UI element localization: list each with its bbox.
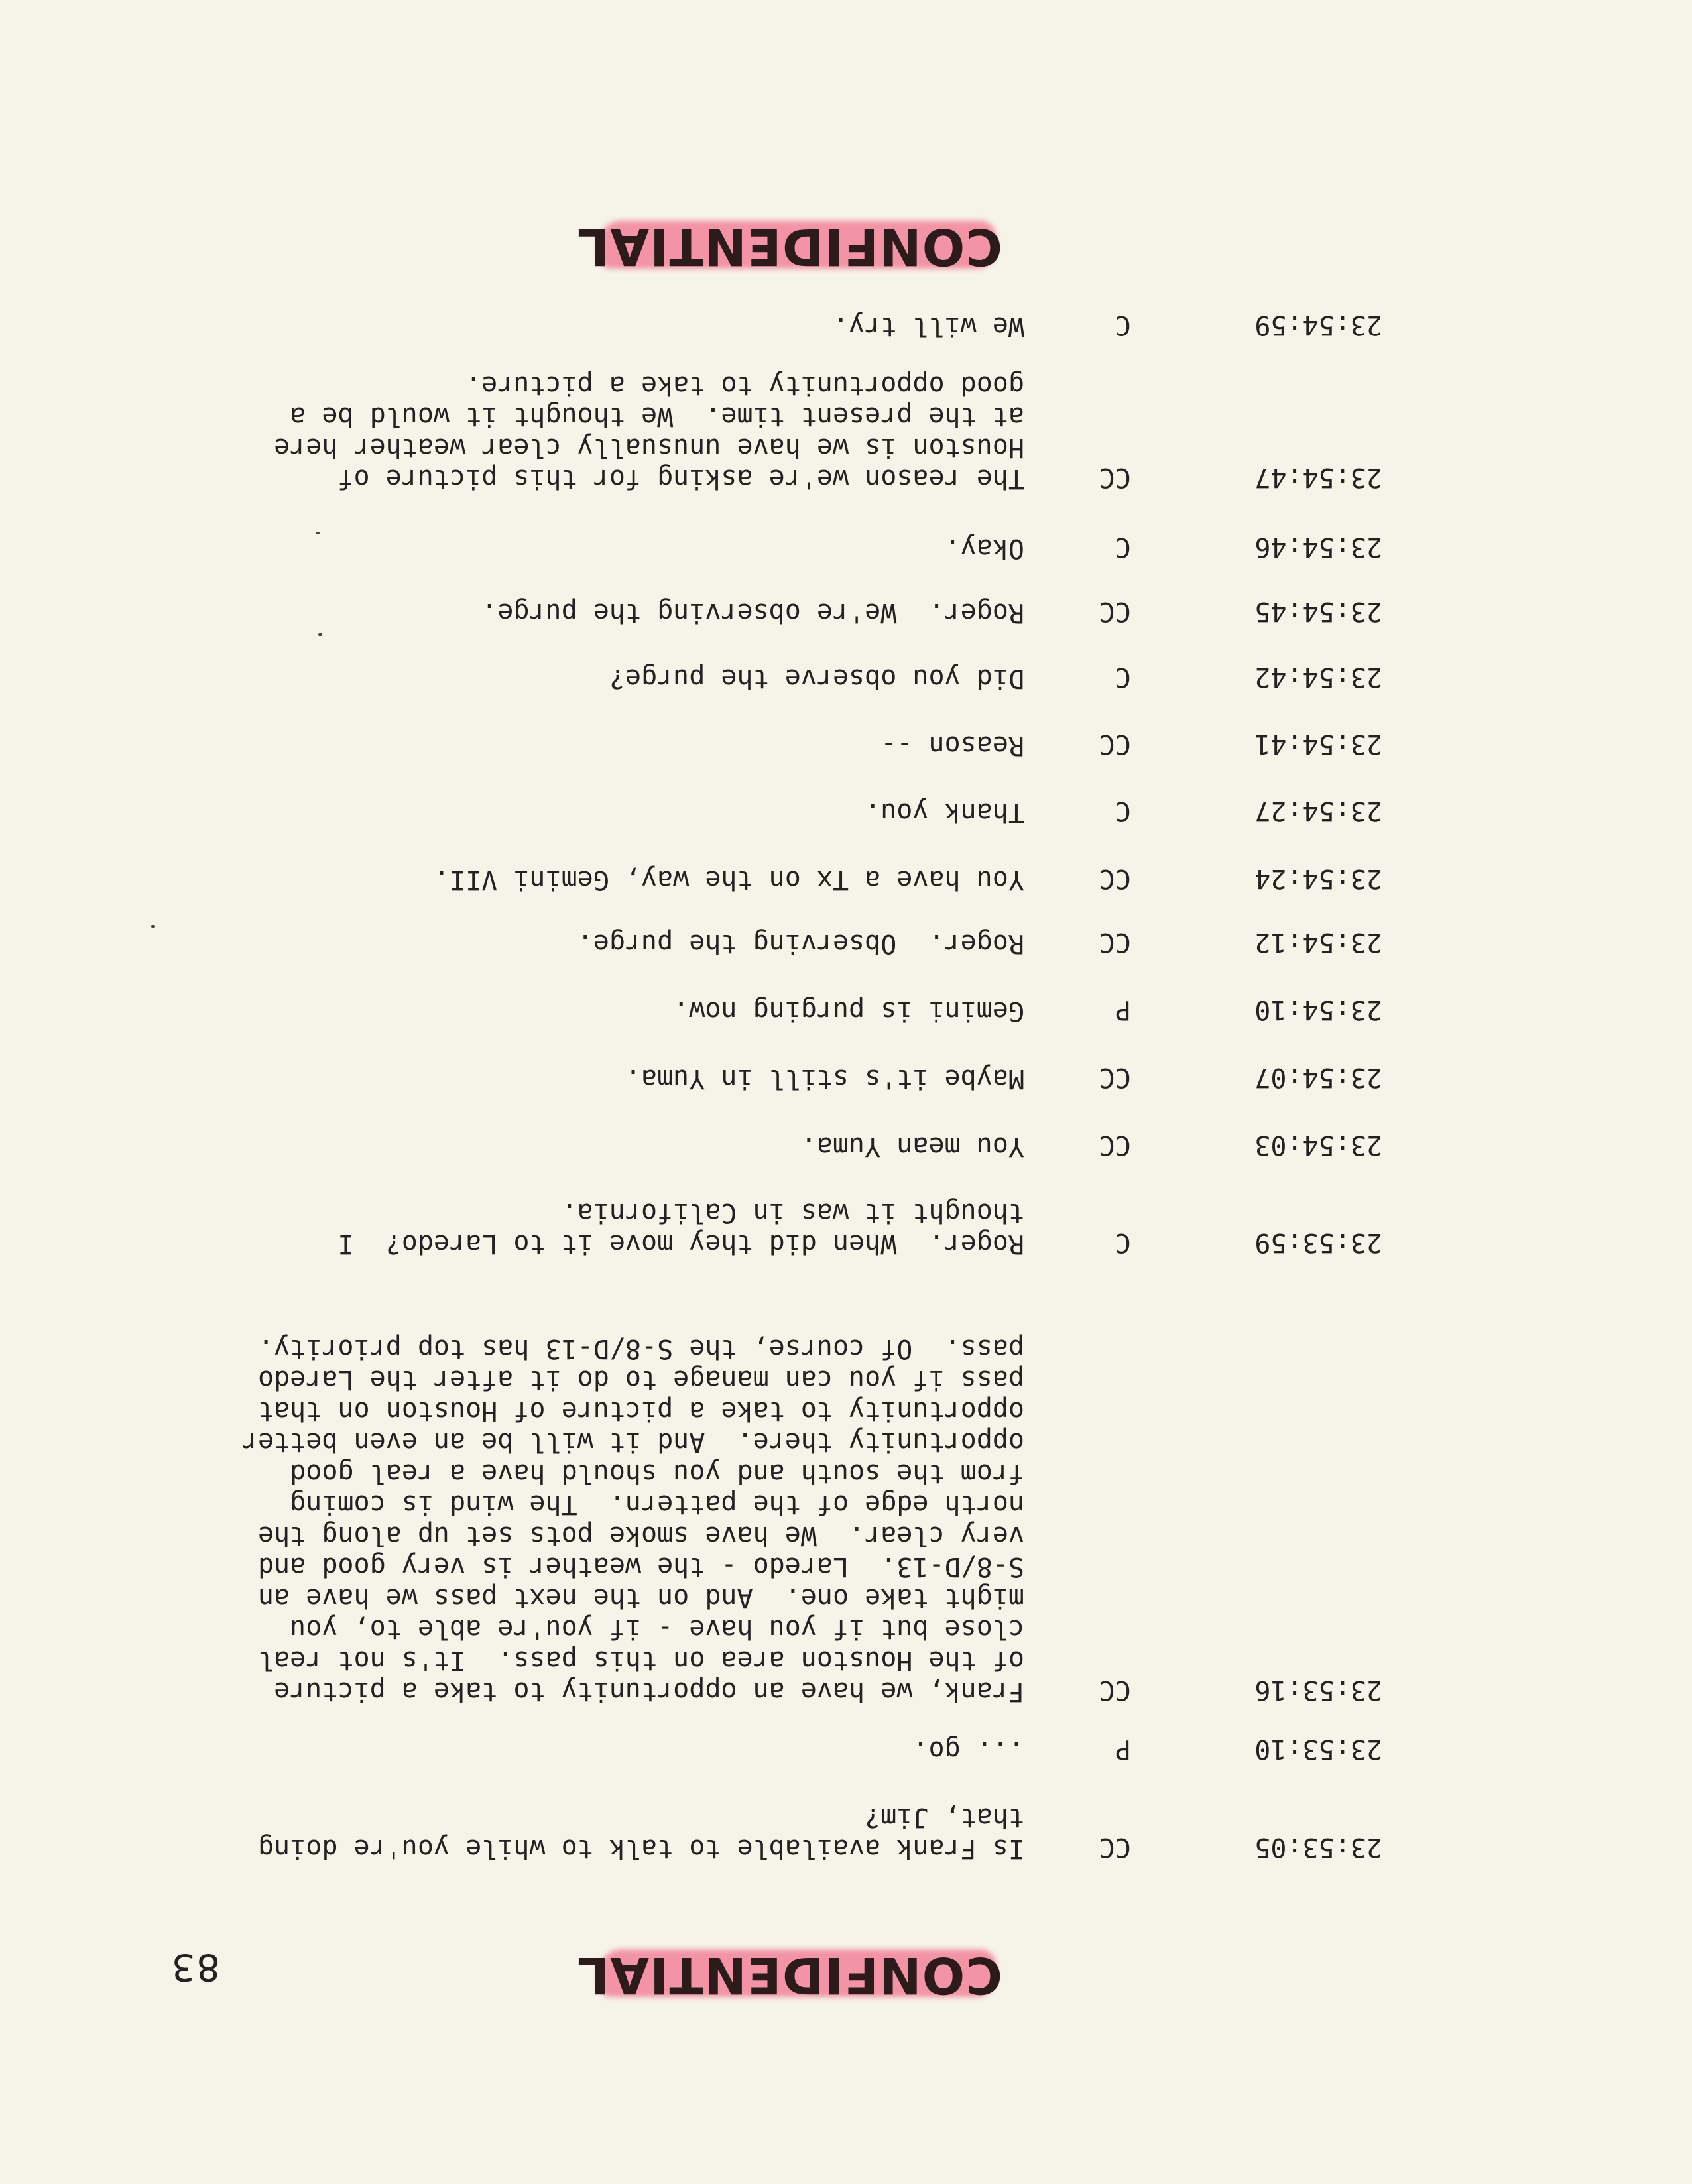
timestamp: 23:54:46 (1254, 532, 1382, 562)
timestamp: 23:53:16 (1254, 1675, 1382, 1705)
utterance: Okay. (944, 533, 1024, 564)
utterance: ... go. (912, 1735, 1024, 1766)
timestamp: 23:54:47 (1254, 462, 1382, 493)
utterance: Roger. We're observing the purge. (481, 597, 1024, 628)
utterance: Roger. Observing the purge. (577, 928, 1024, 959)
timestamp: 23:54:03 (1254, 1130, 1382, 1160)
speaker: CC (1099, 1832, 1131, 1862)
timestamp: 23:54:12 (1254, 927, 1382, 957)
speck-mark (151, 925, 155, 928)
confidential-stamp-bottom (578, 212, 1002, 284)
speaker: CC (1099, 462, 1131, 493)
utterance: You mean Yuma. (800, 1131, 1024, 1162)
speaker: C (1115, 532, 1131, 562)
utterance: Is Frank available to talk to while you're doing that, Jim? (258, 1802, 1024, 1864)
speaker: C (1115, 1227, 1131, 1258)
speaker: CC (1099, 596, 1131, 627)
utterance: Reason -- (880, 730, 1024, 760)
timestamp: 23:54:45 (1254, 596, 1382, 627)
utterance: Thank you. (865, 797, 1024, 827)
utterance: Roger. When did they move it to Laredo? I thought it was in California. (337, 1197, 1024, 1259)
utterance: Frank, we have an opportunity to take a picture of the Houston area on this pass. It's not real close but if you have - if you're able to, you might take one. And on the next pass we have an S-8/D-13. Laredo - the weather is very good and very clear. We have smoke pots set up along the north edge of the pattern. The wind is coming from the south and you should have a real good opportunity there. And it will be an even better opportunity to take a picture of Houston on that pass if you can manage to do it after the Laredo pass. Of course, the S-8/D-13 has top priority. (241, 1333, 1024, 1707)
page-number: 83 (170, 1945, 220, 1988)
utterance: Maybe it's still in Yuma. (625, 1063, 1024, 1094)
confidential-stamp-text: CONFIDENTIAL (576, 1946, 1002, 2005)
speck-mark (318, 633, 322, 636)
utterance: The reason we're asking for this picture of Houston is we have unusually clear weather here at the present time. We thought it would be a good opportunity to take a picture. (274, 370, 1024, 494)
speaker: C (1115, 796, 1131, 826)
speaker: CC (1099, 863, 1131, 894)
speaker: CC (1099, 927, 1131, 957)
speaker: CC (1099, 1062, 1131, 1093)
speaker: P (1115, 1734, 1131, 1764)
utterance: We will try. (833, 311, 1024, 341)
utterance: Did you observe the purge? (609, 663, 1024, 694)
timestamp: 23:53:05 (1254, 1832, 1382, 1862)
speaker: CC (1099, 729, 1131, 759)
speaker: CC (1099, 1675, 1131, 1705)
speck-mark (316, 532, 320, 534)
timestamp: 23:54:41 (1254, 729, 1382, 759)
timestamp: 23:54:24 (1254, 863, 1382, 894)
utterance: Gemini is purging now. (673, 996, 1024, 1026)
confidential-stamp-text: CONFIDENTIAL (576, 217, 1002, 276)
utterance: You have a Tx on the way, Gemini VII. (433, 865, 1024, 895)
timestamp: 23:54:07 (1254, 1062, 1382, 1093)
timestamp: 23:53:59 (1254, 1227, 1382, 1258)
timestamp: 23:53:10 (1254, 1734, 1382, 1764)
speaker: C (1115, 310, 1131, 340)
timestamp: 23:54:27 (1254, 796, 1382, 826)
timestamp: 23:54:10 (1254, 995, 1382, 1025)
timestamp: 23:54:42 (1254, 662, 1382, 692)
speaker: C (1115, 662, 1131, 692)
speaker: P (1115, 995, 1131, 1025)
timestamp: 23:54:59 (1254, 310, 1382, 340)
speaker: CC (1099, 1130, 1131, 1160)
